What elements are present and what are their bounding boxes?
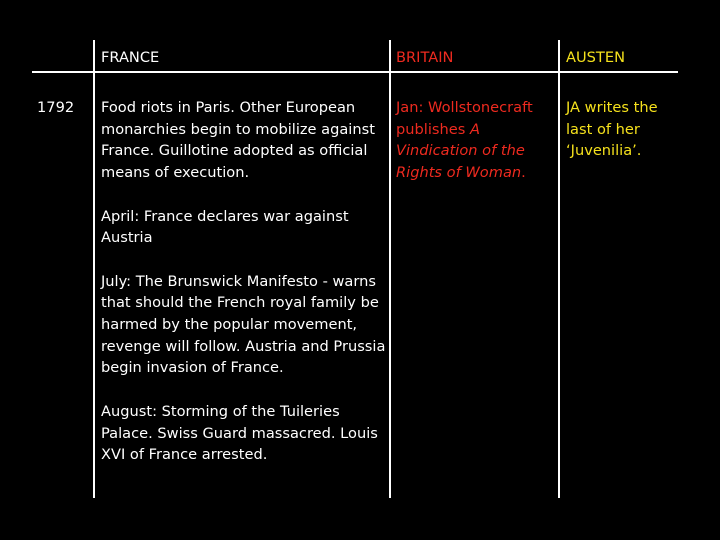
header-france: FRANCE — [101, 49, 160, 66]
header-austen: AUSTEN — [566, 49, 625, 66]
book-title: A Vindication of the Rights of Woman — [396, 120, 525, 182]
austen-event: JA writes the last of her ‘Juvenilia’. — [566, 99, 658, 160]
column-divider-year — [93, 40, 95, 498]
britain-event-prefix: Jan: Wollstonecraft publishes — [396, 99, 533, 138]
britain-event-suffix: . — [521, 164, 526, 182]
row-year: 1792 — [37, 99, 75, 116]
france-event: August: Storming of the Tuileries Palace. Swiss Guard massacred. Louis XVI of France arrested. — [101, 402, 378, 464]
column-divider-britain — [558, 40, 560, 498]
header-rule — [32, 71, 678, 73]
column-divider-france — [389, 40, 391, 498]
france-event: April: France declares war against Austria — [101, 207, 349, 247]
britain-event — [396, 97, 558, 184]
france-event: Food riots in Paris. Other European monarchies begin to mobilize against France. Guillotine adopted as official means of execution. — [101, 99, 375, 182]
france-event: July: The Brunswick Manifesto - warns that should the French royal family be harmed by the popular movement, revenge will follow. Austria and Prussia begin invasion of France. — [101, 272, 386, 377]
france-events — [101, 97, 386, 466]
header-britain: BRITAIN — [396, 49, 454, 66]
